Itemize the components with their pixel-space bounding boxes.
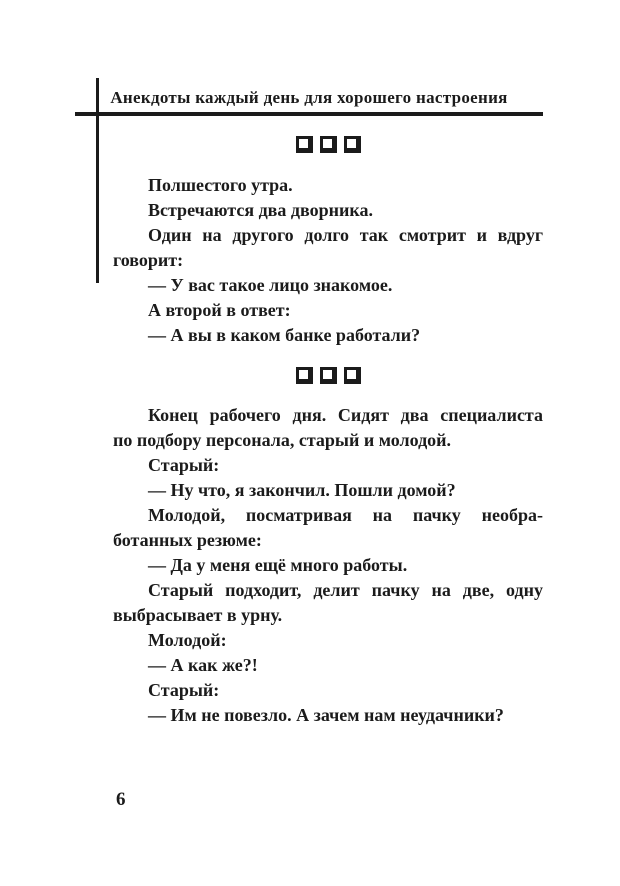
text-line: Встречаются два дворника. [148,200,373,220]
text-line: по подбору персонала, старый и молодой. [113,430,452,450]
text-line: — Ну что, я закончил. Пошли домой? [148,480,456,500]
running-header-title: Анекдоты каждый день для хорошего настроения [110,88,508,107]
text-body [113,136,543,728]
divider-square-icon [344,367,361,384]
text-line: — Да у меня ещё много работы. [148,555,408,575]
header-rule-horizontal [75,112,543,116]
text-line: говорит: [113,250,184,270]
text-line: — У вас такое лицо знакомое. [148,275,393,295]
text-line: — Им не повезло. А зачем нам неудачники? [148,705,504,725]
text-line: ботанных резюме: [113,530,262,550]
text-line: выбрасывает в урну. [113,605,283,625]
divider-square-icon [296,367,313,384]
divider-square-icon [296,136,313,153]
text-line: Старый: [148,455,220,475]
divider-square-icon [320,367,337,384]
section-divider [113,367,543,384]
page-number: 6 [116,789,126,810]
text-line: А второй в ответ: [148,300,291,320]
text-line: — А вы в каком банке работали? [148,325,421,345]
text-line: Старый подходит, делит пачку на две, одну [148,580,543,600]
section-divider [113,136,543,153]
text-line: Старый: [148,680,220,700]
margin-rule-vertical [96,78,99,283]
text-line: Молодой: [148,630,227,650]
divider-square-icon [320,136,337,153]
text-line: Конец рабочего дня. Сидят два специалиста [148,405,543,425]
text-line: Молодой, посматривая на пачку необра- [148,505,543,525]
text-line: — А как же?! [148,655,258,675]
text-line: Полшестого утра. [148,175,293,195]
text-line: Один на другого долго так смотрит и вдруг [148,225,543,245]
divider-square-icon [344,136,361,153]
